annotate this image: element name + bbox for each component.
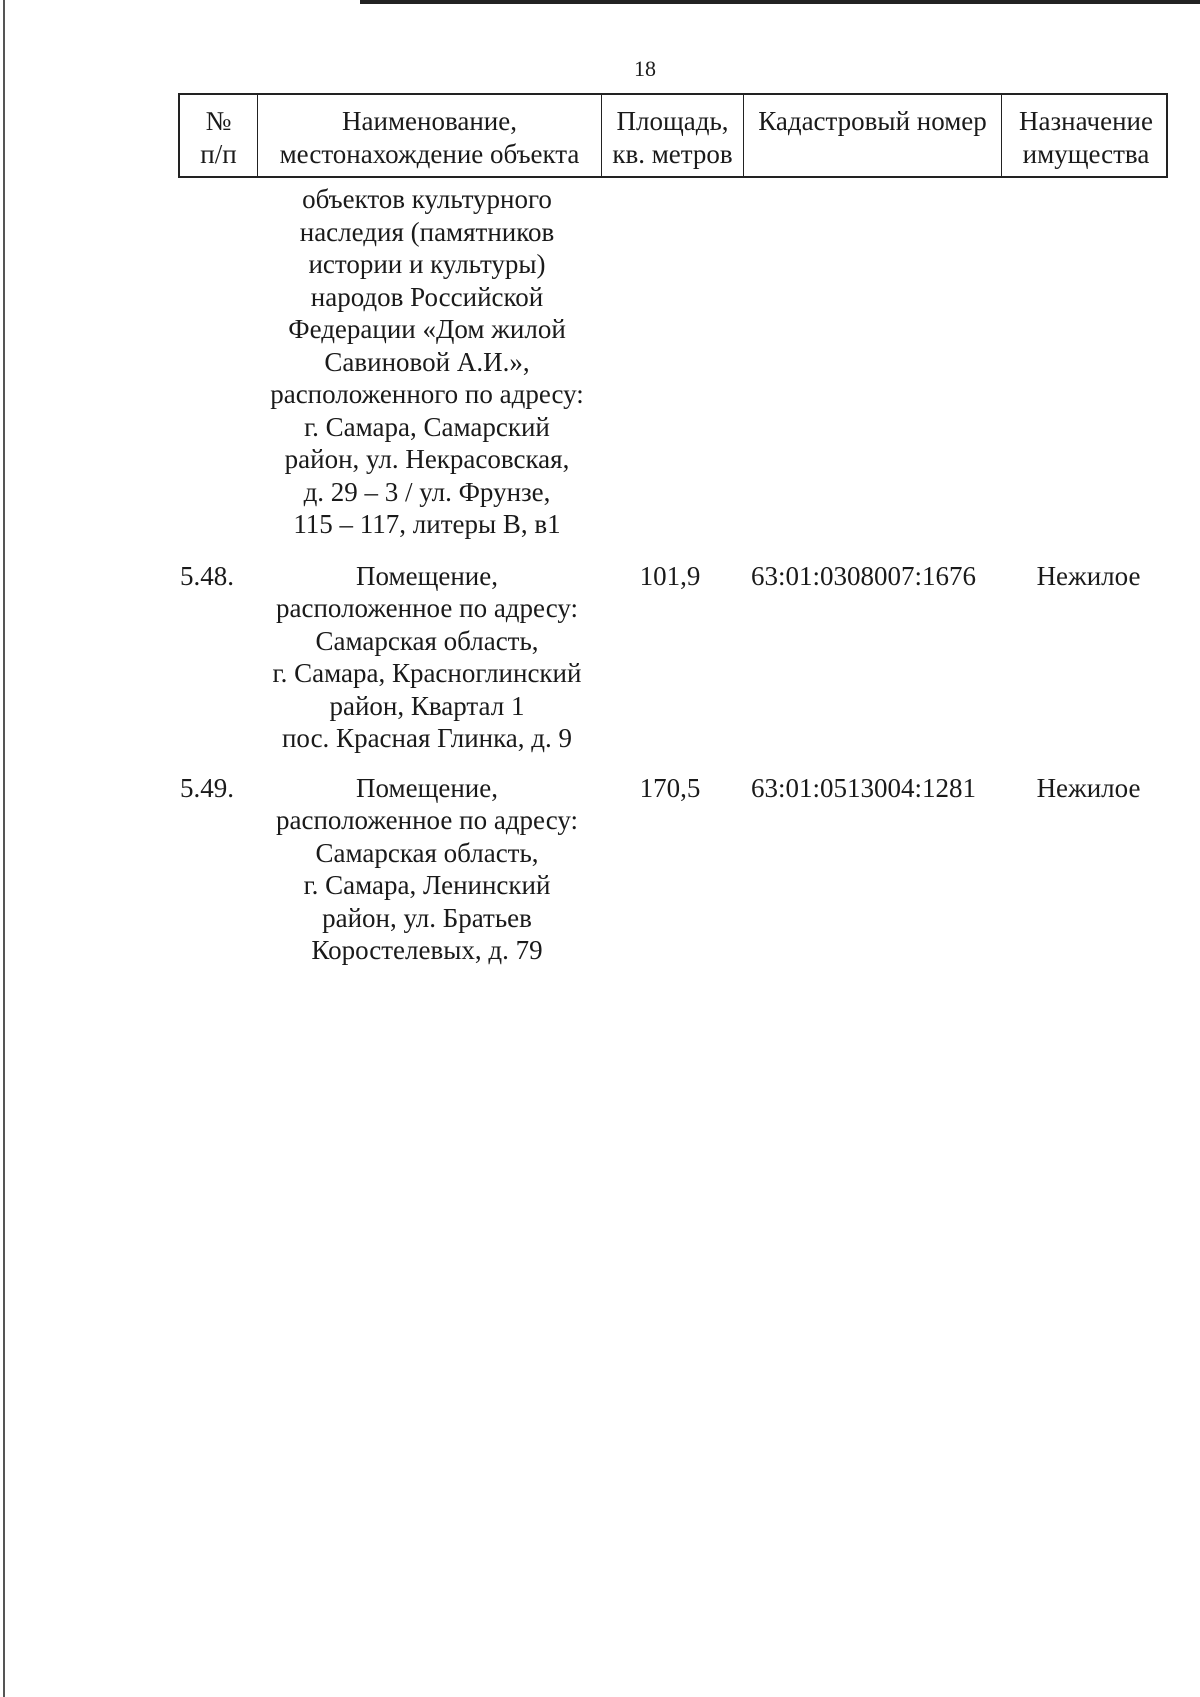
header-purpose: Назначение имущества [1001, 95, 1170, 176]
row-cadastral: 63:01:0513004:1281 [751, 772, 977, 803]
page-number: 18 [634, 56, 656, 81]
row-cadastral: 63:01:0308007:1676 [751, 560, 977, 591]
row-name: Помещение, расположенное по адресу: Самарская область, г. Самара, Ленинский район, ул. Братьев Коростелевых, д. 79 [276, 772, 578, 965]
property-table [178, 93, 1168, 967]
header-number: № п/п [200, 106, 237, 169]
header-area: Площадь, кв. метров [601, 95, 743, 176]
row-name: Помещение, расположенное по адресу: Самарская область, г. Самара, Красноглинский район, Квартал 1 пос. Красная Глинка, д. 9 [272, 560, 582, 753]
scan-left-edge [3, 0, 5, 1697]
row-number: 5.48. [180, 560, 234, 591]
continuation-text: объектов культурного наследия (памятников истории и культуры) народов Российской Федерации «Дом жилой Савиновой А.И.», расположенного по адресу: г. Самара, Самарский район, ул. Некрасовская, д. 29 – 3 / ул. Фрунзе, 115 – 117, литеры В, в1 [270, 184, 584, 539]
row-purpose: Нежилое [1036, 772, 1141, 803]
row-number: 5.49. [180, 772, 234, 803]
table-row [178, 772, 1168, 967]
table-row [178, 560, 1168, 755]
header-name: Наименование, местонахождение объекта [257, 95, 601, 176]
scan-top-edge [360, 0, 1200, 4]
table-row-continuation [178, 178, 1168, 541]
row-area: 101,9 [639, 560, 701, 591]
row-purpose: Нежилое [1036, 560, 1141, 591]
row-area: 170,5 [639, 772, 701, 803]
header-cadastral: Кадастровый номер [743, 95, 1001, 176]
table-header [178, 93, 1168, 178]
